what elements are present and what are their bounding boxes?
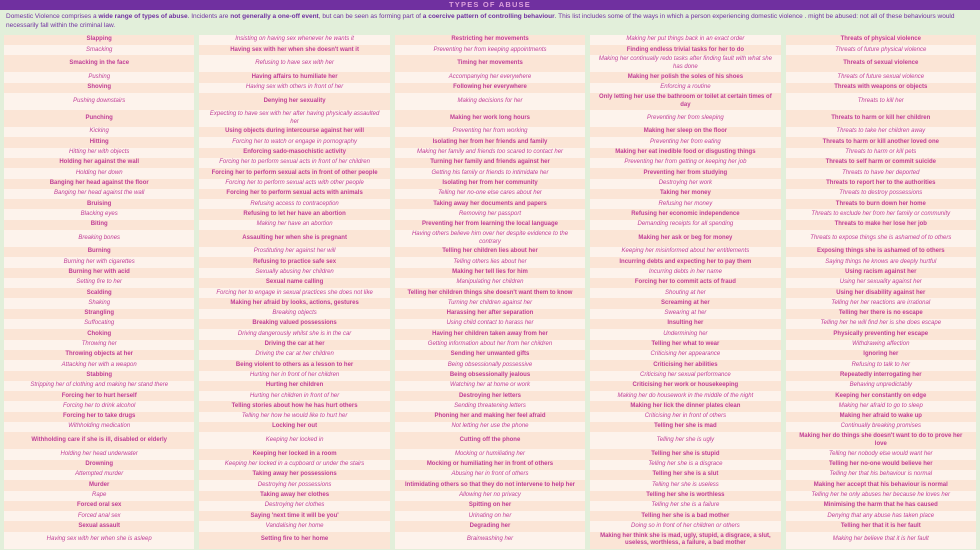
table-cell: Throwing objects at her: [4, 350, 194, 360]
table-cell: Preventing her from working: [395, 127, 585, 137]
table-cell: Taking away her possessions: [199, 470, 389, 480]
table-cell: Destroying her letters: [395, 391, 585, 401]
table-cell: Threats to destroy possessions: [786, 189, 976, 199]
table-cell: Undermining her: [590, 329, 780, 339]
table-cell: Saying 'next time it will be you': [199, 511, 389, 521]
table-cell: Throwing her: [4, 340, 194, 350]
table-cell: Making her work long hours: [395, 110, 585, 127]
table-cell: Criticising her work or housekeeping: [590, 381, 780, 391]
table-cell: Physically preventing her escape: [786, 329, 976, 339]
table-cell: Forcing her to commit acts of fraud: [590, 278, 780, 288]
table-cell: Saying things he knows are deeply hurtful: [786, 257, 976, 267]
intro-segment-bold: not generally a one-off event: [230, 13, 319, 20]
table-cell: Punching: [4, 110, 194, 127]
table-cell: Threats to take her children away: [786, 127, 976, 137]
table-cell: Destroying her clothes: [199, 501, 389, 511]
table-cell: Isolating her from her community: [395, 179, 585, 189]
table-cell: Getting information about her from her children: [395, 340, 585, 350]
table-cell: Shouting at her: [590, 288, 780, 298]
table-cell: Behaving unpredictably: [786, 381, 976, 391]
table-cell: Telling her no-one would believe her: [786, 460, 976, 470]
table-cell: Telling her what to wear: [590, 340, 780, 350]
table-cell: Having affairs to humiliate her: [199, 72, 389, 82]
table-cell: Urinating on her: [395, 511, 585, 521]
table-cell: Not letting her use the phone: [395, 422, 585, 432]
table-cell: Repeatedly interrogating her: [786, 371, 976, 381]
table-cell: Isolating her from her friends and family: [395, 137, 585, 147]
table-cell: Forcing her to perform sexual acts with animals: [199, 189, 389, 199]
table-cell: Telling her he will find her is she does escape: [786, 319, 976, 329]
table-cell: Threats with weapons or objects: [786, 83, 976, 93]
table-cell: Insulting her: [590, 319, 780, 329]
table-cell: Holding her against the wall: [4, 158, 194, 168]
table-cell: Refusing to practice safe sex: [199, 257, 389, 267]
table-cell: Intimidating others so that they do not intervene to help her: [395, 480, 585, 490]
table-cell: Sending threatening letters: [395, 401, 585, 411]
table-cell: Destroying her possessions: [199, 480, 389, 490]
table-cell: Taking her money: [590, 189, 780, 199]
table-cell: Threats of physical violence: [786, 35, 976, 45]
table-cell: Swearing at her: [590, 309, 780, 319]
table-cell: Criticising her in front of others: [590, 412, 780, 422]
table-cell: Refusing access to contraception: [199, 199, 389, 209]
table-cell: Using objects during intercourse against her will: [199, 127, 389, 137]
table-cell: Sexual assault: [4, 521, 194, 531]
table-cell: Choking: [4, 329, 194, 339]
table-cell: Threats to have her deported: [786, 168, 976, 178]
table-cell: Destroying her work: [590, 179, 780, 189]
table-cell: Continually breaking promises: [786, 422, 976, 432]
table-cell: Making her believe that it is her fault: [786, 532, 976, 549]
table-cell: Refusing her money: [590, 199, 780, 209]
table-cell: Making her tell lies for him: [395, 268, 585, 278]
table-cell: Biting: [4, 220, 194, 230]
table-cell: Drowning: [4, 460, 194, 470]
page-title: TYPES OF ABUSE: [449, 0, 531, 10]
table-cell: Making her do housework in the middle of the night: [590, 391, 780, 401]
table-cell: Rape: [4, 491, 194, 501]
table-cell: Keeping her locked in a room: [199, 449, 389, 459]
table-cell: Manipulating her children: [395, 278, 585, 288]
table-cell: Turning her family and friends against her: [395, 158, 585, 168]
table-cell: Having sex with her when she doesn't want it: [199, 45, 389, 55]
table-cell: Phoning her and making her feel afraid: [395, 412, 585, 422]
table-cell: Telling her how he would like to hurt her: [199, 412, 389, 422]
table-cell: Threats to burn down her home: [786, 199, 976, 209]
table-cell: Strangling: [4, 309, 194, 319]
table-cell: Threats to kill her: [786, 93, 976, 110]
table-cell: Threats of sexual violence: [786, 55, 976, 72]
table-cell: Refusing to have sex with her: [199, 55, 389, 72]
table-cell: Ignoring her: [786, 350, 976, 360]
table-cell: Doing so in front of her children or others: [590, 521, 780, 531]
table-cell: Only letting her use the bathroom or toilet at certain times of day: [590, 93, 780, 110]
table-cell: Criticising her appearance: [590, 350, 780, 360]
table-cell: Insisting on having sex whenever he wants it: [199, 35, 389, 45]
table-cell: Forced oral sex: [4, 501, 194, 511]
table-cell: Keeping her locked in: [199, 432, 389, 449]
table-cell: Forcing her to perform sexual acts in front of other people: [199, 168, 389, 178]
intro-segment-bold: wide range of types of abuse: [98, 13, 188, 20]
table-cell: Telling her no-one else cares about her: [395, 189, 585, 199]
table-cell: Telling her she is worthless: [590, 491, 780, 501]
table-cell: Denying her sexuality: [199, 93, 389, 110]
table-cell: Brainwashing her: [395, 532, 585, 549]
table-cell: Having others believe him over her despite evidence to the contrary: [395, 230, 585, 247]
table-cell: Preventing her from learning the local language: [395, 220, 585, 230]
table-cell: Preventing her from studying: [590, 168, 780, 178]
table-cell: Smacking in the face: [4, 55, 194, 72]
table-cell: Turning her children against her: [395, 298, 585, 308]
table-cell: Murder: [4, 480, 194, 490]
table-cell: Telling her that it is her fault: [786, 521, 976, 531]
table-cell: Forcing her to perform sexual acts in front of her children: [199, 158, 389, 168]
table-cell: Prostituting her against her will: [199, 247, 389, 257]
table-cell: Making her lick the dinner plates clean: [590, 401, 780, 411]
table-cell: Keeping her constantly on edge: [786, 391, 976, 401]
table-cell: Making her afraid to go to sleep: [786, 401, 976, 411]
table-cell: Timing her movements: [395, 55, 585, 72]
table-cell: Banging her head against the wall: [4, 189, 194, 199]
table-cell: Stripping her of clothing and making her stand there: [4, 381, 194, 391]
table-cell: Threats to self harm or commit suicide: [786, 158, 976, 168]
intro-segment: . Incidents are: [187, 13, 231, 20]
table-cell: Holding her head underwater: [4, 449, 194, 459]
table-cell: Telling her she is a failure: [590, 501, 780, 511]
table-cell: Cutting off the phone: [395, 432, 585, 449]
table-cell: Making her accept that his behaviour is normal: [786, 480, 976, 490]
table-cell: Abusing her in front of others: [395, 470, 585, 480]
table-cell: Hitting her with objects: [4, 148, 194, 158]
table-cell: Slapping: [4, 35, 194, 45]
table-cell: Breaking valued possessions: [199, 319, 389, 329]
table-cell: Enforcing sado-masochistic activity: [199, 148, 389, 158]
table-cell: Forcing her to drink alcohol: [4, 401, 194, 411]
table-cell: Enforcing a routine: [590, 83, 780, 93]
table-cell: Using her disability against her: [786, 288, 976, 298]
table-cell: Sexually abusing her children: [199, 268, 389, 278]
table-cell: Making her family and friends too scared to contact her: [395, 148, 585, 158]
table-cell: Allowing her no privacy: [395, 491, 585, 501]
table-cell: Threats to harm or kill her children: [786, 110, 976, 127]
table-cell: Telling her children lies about her: [395, 247, 585, 257]
table-cell: Suffocating: [4, 319, 194, 329]
table-cell: Threats to harm or kill another loved one: [786, 137, 976, 147]
intro-segment: Domestic Violence comprises a: [6, 13, 99, 20]
table-cell: Telling her she is stupid: [590, 449, 780, 459]
table-cell: Pushing downstairs: [4, 93, 194, 110]
table-cell: Kicking: [4, 127, 194, 137]
table-cell: Burning her with acid: [4, 268, 194, 278]
table-cell: Driving the car at her: [199, 340, 389, 350]
table-cell: Exposing things she is ashamed of to others: [786, 247, 976, 257]
table-cell: Using child contact to harass her: [395, 319, 585, 329]
table-cell: Attacking her with a weapon: [4, 360, 194, 370]
table-cell: Criticising her abilities: [590, 360, 780, 370]
intro-segment: . This list includes some of the ways in which a person experiencing domestic violence . might be abused: not all of these behaviours would necessarily fall within the criminal law.: [6, 13, 955, 30]
table-cell: Forcing her to perform sexual acts with other people: [199, 179, 389, 189]
table-cell: Preventing her from sleeping: [590, 110, 780, 127]
table-cell: Using her sexuality against her: [786, 278, 976, 288]
table-cell: Telling her there is no escape: [786, 309, 976, 319]
table-cell: Having sex with others in front of her: [199, 83, 389, 93]
table-cell: Threats to harm or kill pets: [786, 148, 976, 158]
table-cell: Hurting her in front of her children: [199, 371, 389, 381]
table-cell: Telling her nobody else would want her: [786, 449, 976, 459]
table-cell: Telling her she is ugly: [590, 432, 780, 449]
table-cell: Driving the car at her children: [199, 350, 389, 360]
table-cell: Telling her she is a bad mother: [590, 511, 780, 521]
table-cell: Expecting to have sex with her after having physically assaulted her: [199, 110, 389, 127]
table-cell: Driving dangerously whilst she is in the car: [199, 329, 389, 339]
table-cell: Telling her she is mad: [590, 422, 780, 432]
table-cell: Getting his family or friends to intimidate her: [395, 168, 585, 178]
table-cell: Preventing her from getting or keeping her job: [590, 158, 780, 168]
table-cell: Mocking or humiliating her in front of others: [395, 460, 585, 470]
table-cell: Attempted murder: [4, 470, 194, 480]
table-cell: Making decisions for her: [395, 93, 585, 110]
table-cell: Making her ask or beg for money: [590, 230, 780, 247]
table-cell: Breaking bones: [4, 230, 194, 247]
abuse-table: [0, 34, 980, 550]
table-cell: Holding her down: [4, 168, 194, 178]
table-cell: Incurring debts in her name: [590, 268, 780, 278]
table-cell: Telling her she is useless: [590, 480, 780, 490]
table-cell: Refusing to let her have an abortion: [199, 209, 389, 219]
table-cell: Mocking or humiliating her: [395, 449, 585, 459]
table-cell: Demanding receipts for all spending: [590, 220, 780, 230]
table-cell: Being obsessionally jealous: [395, 371, 585, 381]
table-cell: Minimising the harm that he has caused: [786, 501, 976, 511]
table-cell: Forcing her to take drugs: [4, 412, 194, 422]
table-cell: Telling her her reactions are irrational: [786, 298, 976, 308]
table-cell: Accompanying her everywhere: [395, 72, 585, 82]
table-cell: Spitting on her: [395, 501, 585, 511]
table-cell: Hitting: [4, 137, 194, 147]
table-cell: Bruising: [4, 199, 194, 209]
table-cell: Threats of future sexual violence: [786, 72, 976, 82]
table-cell: Incurring debts and expecting her to pay them: [590, 257, 780, 267]
table-cell: Telling her he only abuses her because he loves her: [786, 491, 976, 501]
table-cell: Telling her children things she doesn't want them to know: [395, 288, 585, 298]
table-cell: Threats to report her to the authorities: [786, 179, 976, 189]
table-cell: Hurting her children: [199, 381, 389, 391]
table-cell: Telling others lies about her: [395, 257, 585, 267]
table-cell: Being violent to others as a lesson to her: [199, 360, 389, 370]
table-cell: Removing her passport: [395, 209, 585, 219]
header-bar: [0, 0, 980, 10]
table-cell: Refusing to talk to her: [786, 360, 976, 370]
table-cell: Banging her head against the floor: [4, 179, 194, 189]
intro-paragraph: [0, 10, 980, 34]
table-cell: Hurting her children in front of her: [199, 391, 389, 401]
table-cell: Making her afraid by looks, actions, gestures: [199, 298, 389, 308]
table-cell: Burning her with cigarettes: [4, 257, 194, 267]
table-cell: Withholding care if she is ill, disabled or elderly: [4, 432, 194, 449]
table-cell: Forced anal sex: [4, 511, 194, 521]
table-cell: Sending her unwanted gifts: [395, 350, 585, 360]
table-cell: Telling stories about how he has hurt others: [199, 401, 389, 411]
intro-segment: , but can be seen as forming part of: [318, 13, 423, 20]
table-cell: Making her sleep on the floor: [590, 127, 780, 137]
table-cell: Threats to exclude her from her family or community: [786, 209, 976, 219]
table-cell: Having her children taken away from her: [395, 329, 585, 339]
table-cell: Harassing her after separation: [395, 309, 585, 319]
table-cell: Making her think she is mad, ugly, stupid, a disgrace, a slut, useless, worthless, a failure, a bad mother: [590, 532, 780, 549]
table-cell: Being obsessionally possessive: [395, 360, 585, 370]
table-cell: Having sex with her when she is asleep: [4, 532, 194, 549]
table-cell: Watching her at home or work: [395, 381, 585, 391]
table-cell: Burning: [4, 247, 194, 257]
table-cell: Making her have an abortion: [199, 220, 389, 230]
table-cell: Telling her that his behaviour is normal: [786, 470, 976, 480]
table-cell: Scalding: [4, 288, 194, 298]
table-cell: Blacking eyes: [4, 209, 194, 219]
table-cell: Withdrawing affection: [786, 340, 976, 350]
table-cell: Telling her she is a disgrace: [590, 460, 780, 470]
table-cell: Forcing her to engage in sexual practices she does not like: [199, 288, 389, 298]
table-cell: Criticising her sexual performance: [590, 371, 780, 381]
table-cell: Making her afraid to wake up: [786, 412, 976, 422]
table-cell: Refusing her economic independence: [590, 209, 780, 219]
table-cell: Making her polish the soles of his shoes: [590, 72, 780, 82]
table-cell: Making her do things she doesn't want to do to prove her love: [786, 432, 976, 449]
table-cell: Telling her she is a slut: [590, 470, 780, 480]
table-cell: Making her continually redo tasks after finding fault with what she has done: [590, 55, 780, 72]
table-cell: Pushing: [4, 72, 194, 82]
table-cell: Preventing her from eating: [590, 137, 780, 147]
table-cell: Taking away her documents and papers: [395, 199, 585, 209]
table-cell: Keeping her misinformed about her entitlements: [590, 247, 780, 257]
table-cell: Screaming at her: [590, 298, 780, 308]
table-cell: Degrading her: [395, 521, 585, 531]
table-cell: Threats to expose things she is ashamed of to others: [786, 230, 976, 247]
table-cell: Forcing her to watch or engage in pornography: [199, 137, 389, 147]
table-cell: Threats to make her lose her job: [786, 220, 976, 230]
table-cell: Following her everywhere: [395, 83, 585, 93]
table-cell: Forcing her to hurt herself: [4, 391, 194, 401]
table-cell: Assaulting her when she is pregnant: [199, 230, 389, 247]
table-cell: Making her eat inedible food or disgusting things: [590, 148, 780, 158]
table-cell: Breaking objects: [199, 309, 389, 319]
table-cell: Withholding medication: [4, 422, 194, 432]
table-cell: Keeping her locked in a cupboard or under the stairs: [199, 460, 389, 470]
table-cell: Smacking: [4, 45, 194, 55]
table-cell: Setting fire to her home: [199, 532, 389, 549]
table-cell: Restricting her movements: [395, 35, 585, 45]
table-cell: Preventing her from keeping appointments: [395, 45, 585, 55]
intro-segment-bold: a coercive pattern of controlling behaviour: [422, 13, 555, 20]
table-cell: Making her put things back in an exact order: [590, 35, 780, 45]
table-cell: Denying that any abuse has taken place: [786, 511, 976, 521]
table-cell: Sexual name calling: [199, 278, 389, 288]
table-cell: Stabbing: [4, 371, 194, 381]
table-cell: Threats of future physical violence: [786, 45, 976, 55]
table-cell: Shaking: [4, 298, 194, 308]
table-cell: Vandalising her home: [199, 521, 389, 531]
table-cell: Using racism against her: [786, 268, 976, 278]
table-cell: Shoving: [4, 83, 194, 93]
table-cell: Taking away her clothes: [199, 491, 389, 501]
table-cell: Setting fire to her: [4, 278, 194, 288]
table-cell: Finding endless trivial tasks for her to do: [590, 45, 780, 55]
table-cell: Locking her out: [199, 422, 389, 432]
